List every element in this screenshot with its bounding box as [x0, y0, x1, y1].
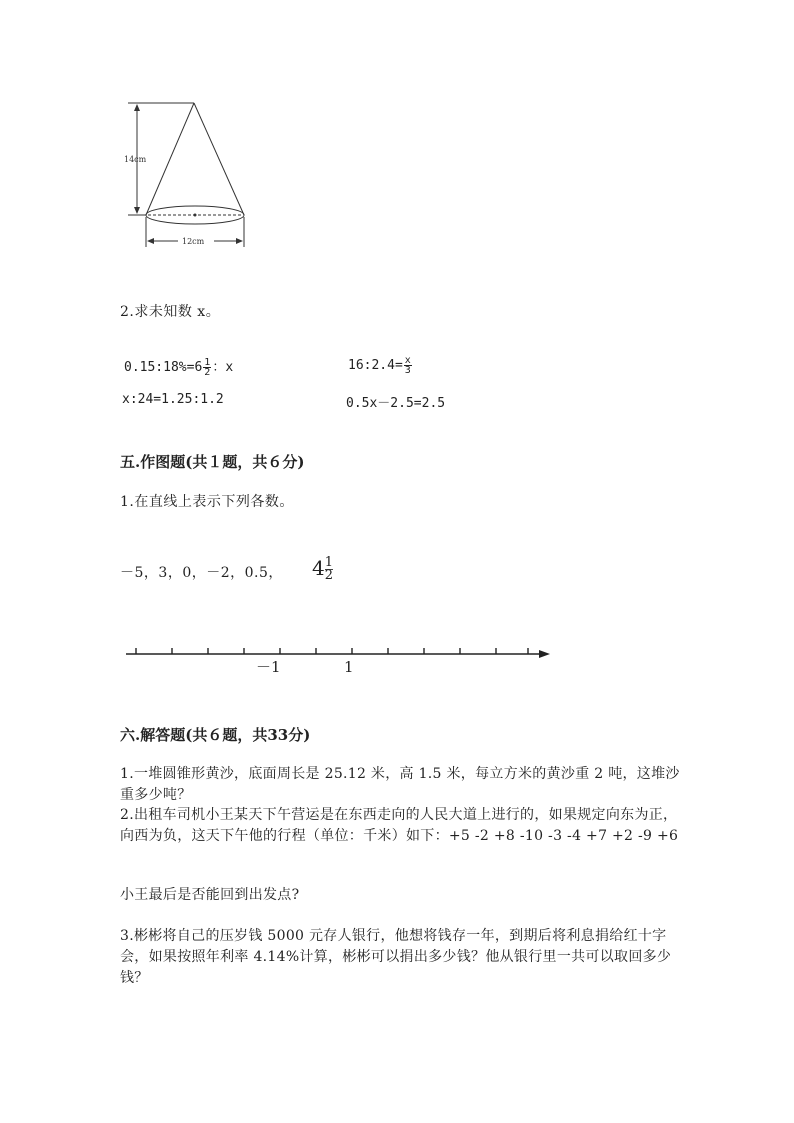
eq2-fraction: $\frac{x}{3}$: [404, 355, 411, 376]
section-6-heading: 六.解答题(共６题，共33分): [120, 726, 311, 744]
cone-diameter-label: 12cm: [182, 237, 205, 246]
label-pos1: 1: [344, 658, 354, 676]
mixed-fraction: $\frac{1}{2}$: [324, 555, 334, 583]
sec5-q1: 1.在直线上表示下列各数。: [120, 494, 294, 510]
section-5-heading: 五.作图题(共１题，共６分): [120, 453, 305, 471]
number-line-ticks: [136, 648, 528, 654]
number-list-text: －5，3，0，－2，0.5，: [120, 565, 283, 581]
equation-3: x:24=1.25:1.2: [122, 392, 224, 407]
equation-1: [124, 356, 233, 377]
cone-figure: [118, 95, 258, 255]
number-line: [120, 640, 560, 680]
eq1-right: ：x: [212, 360, 234, 375]
cone-height-label: 14cm: [124, 155, 147, 164]
mixed-number: [312, 556, 333, 582]
eq1-left: 0.15:18%=6: [124, 360, 203, 375]
mixed-whole: 4: [312, 556, 325, 580]
q2-title: 2.求未知数 x。: [120, 304, 221, 320]
label-neg1: －1: [256, 658, 281, 676]
eq2-left: 16:2.4=: [348, 358, 403, 373]
sec6-q3: 3.彬彬将自己的压岁钱 5000 元存人银行，他想将钱存一年，到期后将利息捐给红十字会，如果按照年利率 4.14%计算，彬彬可以捐出多少钱？他从银行里一共可以取回多少钱？: [120, 928, 672, 986]
equation-4: 0.5x－2.5=2.5: [346, 396, 446, 411]
equation-2: [348, 356, 413, 375]
sec6-q2-follow: 小王最后是否能回到出发点?: [120, 887, 300, 903]
eq1-fraction: $\frac{1}{2}$: [204, 357, 211, 378]
sec6-q2: 2.出租车司机小王某天下午营运是在东西走向的人民大道上进行的，如果规定向东为正，向西为负，这天下午他的行程（单位：千米）如下：+5 -2 +8 -10 -3 -4 +7 +2 -9 +6: [120, 807, 679, 844]
number-list: [120, 562, 283, 582]
sec6-q1: 1.一堆圆锥形黄沙，底面周长是 25.12 米，高 1.5 米，每立方米的黄沙重 2 吨，这堆沙重多少吨？: [120, 766, 680, 803]
